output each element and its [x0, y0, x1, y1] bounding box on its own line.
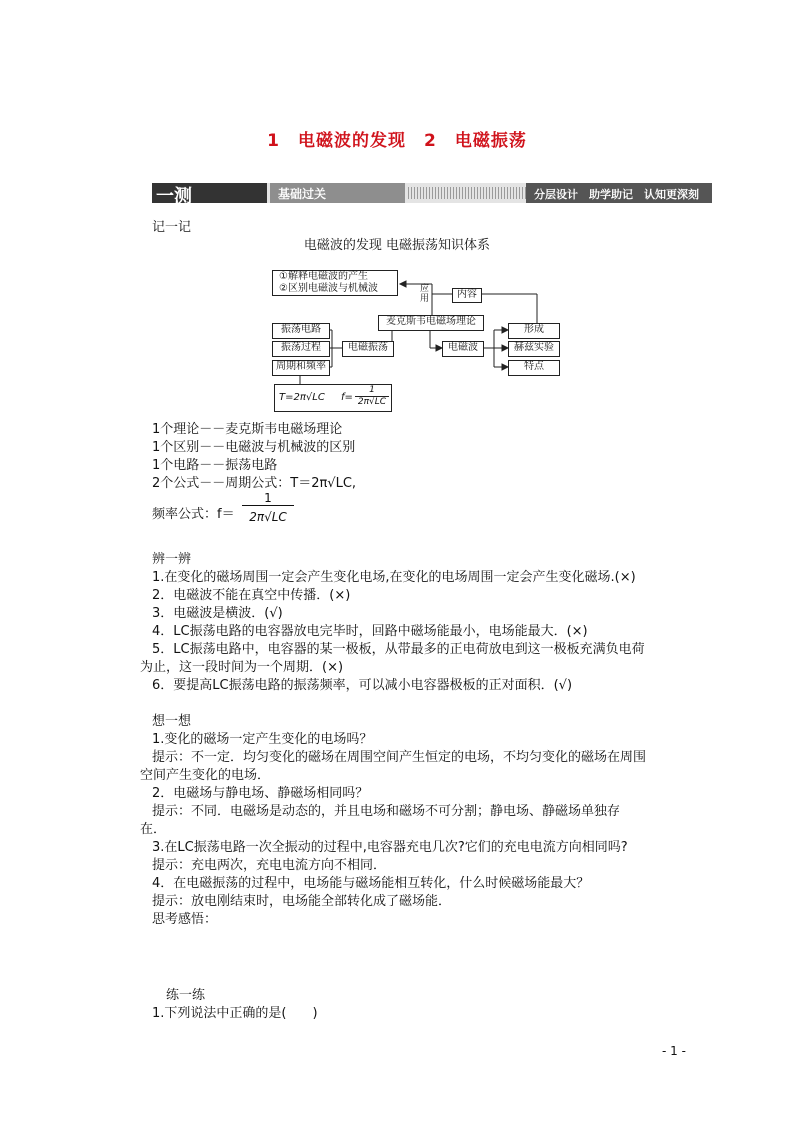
- ji-line-4: 2个公式－－周期公式：T＝2π√LC,: [152, 476, 357, 491]
- bian-item-4: 4．LC振荡电路的电容器放电完毕时，回路中磁场能最小，电场能最大．(×): [152, 624, 588, 639]
- lian-question-1: 1.下列说法中正确的是( ): [152, 1006, 318, 1021]
- diagram-box-formation: 形成: [508, 323, 560, 339]
- banner-main-block: [152, 183, 267, 207]
- ji-line-1: 1个理论－－麦克斯韦电磁场理论: [152, 422, 343, 437]
- page-title: 1 电磁波的发现 2 电磁振荡: [267, 131, 527, 151]
- xiang-a2: 提示：不同．电磁场是动态的，并且电场和磁场不可分割；静电场、静磁场单独存: [152, 804, 621, 819]
- diagram-box-em-oscillation: 电磁振荡: [342, 341, 394, 357]
- banner-sub-block: [270, 183, 405, 203]
- xiang-a1: 提示：不一定．均匀变化的磁场在周围空间产生恒定的电场，不均匀变化的磁场在周围: [152, 750, 647, 765]
- freq-formula-denominator: 2π√LC: [249, 510, 287, 524]
- section-banner: [152, 183, 712, 207]
- xiang-a2-cont: 在．: [140, 822, 167, 837]
- xiang-a3: 提示：充电两次，充电电流方向不相同．: [152, 858, 387, 873]
- xiang-q3: 3.在LC振荡电路一次全振动的过程中,电容器充电几次?它们的充电电流方向相同吗?: [152, 840, 628, 855]
- diagram-formula-f-lhs: f=: [341, 392, 353, 403]
- diagram-box-application: [272, 270, 398, 296]
- diagram-box-period-frequency: 周期和频率: [272, 360, 330, 376]
- bian-item-1: 1.在变化的磁场周围一定会产生变化电场,在变化的电场周围一定会产生变化磁场.(×): [152, 570, 636, 585]
- diagram-formula-f-den: 2π√LC: [357, 397, 387, 407]
- diagram-box-oscillating-circuit: 振荡电路: [272, 323, 330, 339]
- bian-item-2: 2．电磁波不能在真空中传播．(×): [152, 588, 351, 603]
- diagram-formula-f-num: 1: [355, 385, 389, 397]
- bian-item-5-cont: 为止，这一段时间为一个周期．(×): [140, 660, 344, 675]
- diagram-box-neirong: 内容: [452, 288, 482, 303]
- lian-heading: 练一练: [166, 988, 206, 1003]
- diagram-formula-period: T=2π√LC: [279, 392, 325, 403]
- freq-formula-label: 频率公式：f＝: [152, 507, 235, 522]
- diagram-box-features: 特点: [508, 360, 560, 376]
- bian-heading: 辨一辨: [152, 552, 192, 567]
- xiang-a1-cont: 空间产生变化的电场．: [140, 768, 271, 783]
- diagram-box-maxwell: 麦克斯韦电磁场理论: [378, 315, 484, 331]
- diagram-box-oscillating-process: 振荡过程: [272, 341, 330, 357]
- diagram-application-line2: ②区别电磁波与机械波: [279, 283, 378, 294]
- bian-item-3: 3．电磁波是横波．(√): [152, 606, 283, 621]
- xiang-q2: 2．电磁场与静电场、静磁场相同吗？: [152, 786, 369, 801]
- banner-sub-label: 基础过关: [278, 187, 327, 201]
- xiang-q1: 1.变化的磁场一定产生变化的电场吗？: [152, 732, 373, 747]
- diagram-box-em-wave: 电磁波: [442, 341, 484, 357]
- xiang-a4: 提示：放电刚结束时，电场能全部转化成了磁场能．: [152, 894, 452, 909]
- ji-heading: 记一记: [152, 220, 192, 235]
- diagram-application-line1: ①解释电磁波的产生: [279, 271, 368, 282]
- diagram-box-hertz-experiment: 赫兹实验: [508, 341, 560, 357]
- diagram-label-yingyong: 应用: [420, 284, 430, 304]
- bian-item-6: 6．要提高LC振荡电路的振荡频率，可以减小电容器极板的正对面积．(√): [152, 678, 573, 693]
- page-number: - 1 -: [662, 1044, 686, 1058]
- xiang-heading: 想一想: [152, 714, 192, 729]
- ji-line-2: 1个区别－－电磁波与机械波的区别: [152, 440, 356, 455]
- ji-line-3: 1个电路－－振荡电路: [152, 458, 278, 473]
- diagram-box-formulas: [274, 384, 392, 412]
- xiang-q4: 4．在电磁振荡的过程中，电场能与磁场能相互转化，什么时候磁场能最大？: [152, 876, 590, 891]
- knowledge-diagram: [272, 268, 562, 414]
- banner-main-label: 一测: [156, 186, 192, 207]
- thinking-notes-label: 思考感悟：: [152, 912, 218, 927]
- banner-right-label: 分层设计 助学助记 认知更深刻: [534, 188, 699, 201]
- banner-right-block: [526, 183, 712, 203]
- diagram-title: 电磁波的发现 电磁振荡知识体系: [303, 238, 491, 253]
- bian-item-5: 5．LC振荡电路中，电容器的某一极板，从带最多的正电荷放电到这一极板充满负电荷: [152, 642, 645, 657]
- freq-formula-numerator: 1: [242, 491, 294, 506]
